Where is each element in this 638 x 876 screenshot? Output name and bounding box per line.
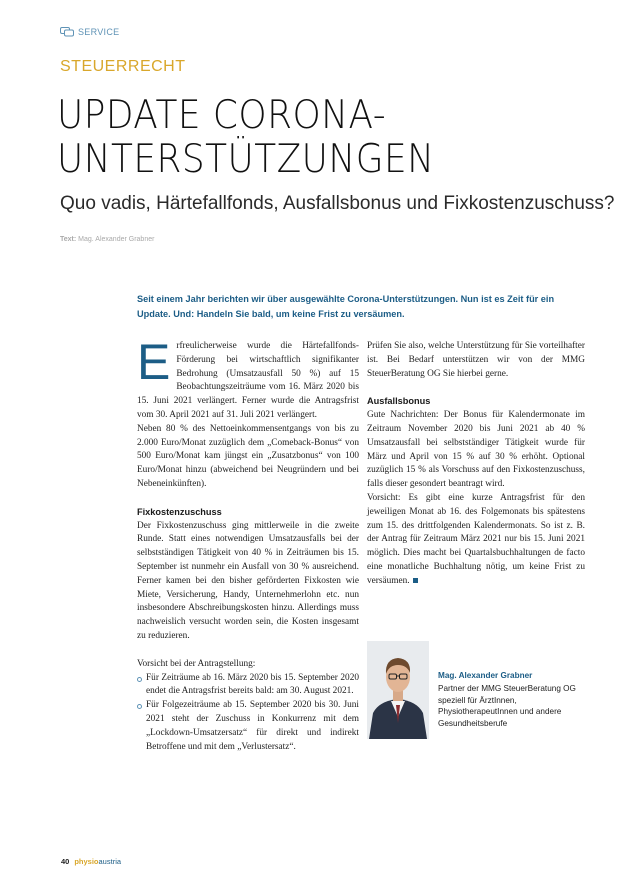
page-footer — [61, 857, 121, 866]
article-column-1 — [137, 334, 359, 754]
heading-ausfallsbonus: Ausfallsbonus — [367, 396, 431, 407]
subtitle: Quo vadis, Härtefallfonds, Ausfallsbonus und Fixkostenzuschuss? — [60, 193, 615, 214]
speech-bubble-icon — [60, 27, 74, 37]
page-title — [57, 94, 434, 182]
paragraph-pruefen: Prüfen Sie also, welche Unterstützung für Sie vorteilhafter ist. Bei Bedarf unterstützen wir von der MMG SteuerBeratung OG Sie hierbei gerne. — [367, 341, 585, 379]
paragraph-vorsicht: Vorsicht bei der Antragstellung: — [137, 658, 256, 669]
end-mark-icon — [413, 578, 418, 583]
author-name: Mag. Alexander Grabner — [438, 671, 533, 680]
section-tag — [60, 27, 119, 37]
author-photo-icon — [367, 641, 429, 739]
byline-author: Mag. Alexander Grabner — [78, 236, 155, 243]
brand-part-2: austria — [98, 857, 122, 866]
paragraph-fixkosten: Der Fixkostenzuschuss ging mittlerweile in die zweite Runde. Statt eines notwendigen Umsatzausfalls bei der selbstständigen Tätigkeit von 40 % in Zeiträumen bis 15. September ist nunmehr ein Ausfall von 30 % ausreichend. Ferner kamen bei den bisher geförderten Fixkosten wie Miete, Versicherung, Handy, Unternehmerlohn etc. nun insbesondere Abschreibungskosten hinzu. Allerdings muss nachweislich versucht worden sein, die Kosten insgesamt zu reduzieren. — [137, 520, 359, 641]
byline-label: Text: — [60, 236, 77, 243]
heading-fixkostenzuschuss: Fixkostenzuschuss — [137, 506, 222, 517]
paragraph-ausfallsbonus: Gute Nachrichten: Der Bonus für Kalendermonate im Zeitraum November 2020 bis Juni 2021 ab 40 % Umsatzausfall bei selbstständiger Tätigkeit wurde für März und April von 15 % auf 30 % erhöht. Optional zuzüglich 15 % als Vorschuss auf den Fixkostenzuschuss, falls dieser gesondert beantragt wird. — [367, 410, 585, 490]
intro-paragraph — [137, 334, 359, 423]
drop-cap: E — [137, 334, 171, 390]
title-line-2: UNTERSTÜTZUNGEN — [57, 137, 435, 182]
bullet-list — [137, 672, 359, 755]
paragraph-bonus: Neben 80 % des Nettoeinkommensentgangs von bis zu 2.000 Euro/Monat zuzüglich dem „Comeback-Bonus“ von 500 Euro/Monat kam jüngst ein „Zusatzbonus“ von 100 Euro/Monat hinzu (abweichend bei Neugründern und bei Nebeneinkünften). — [137, 423, 359, 489]
author-description: Partner der MMG SteuerBeratung OG speziell für ÄrztInnen, PhysiotherapeutInnen und andere Gesundheitsberufe — [438, 684, 576, 728]
paragraph-frist — [367, 492, 585, 589]
list-item: Für Zeiträume ab 16. März 2020 bis 15. September 2020 endet die Antragsfrist bereits bald: am 30. August 2021. — [137, 672, 359, 700]
section-label: SERVICE — [78, 27, 120, 37]
brand-part-1: physio — [74, 857, 99, 866]
lead-paragraph: Seit einem Jahr berichten wir über ausgewählte Corona-Unterstützungen. Nun ist es Zeit für ein Update. Und: Handeln Sie bald, um keine Frist zu versäumen. — [137, 294, 555, 319]
title-line-1: UPDATE CORONA- — [57, 93, 387, 138]
byline — [60, 236, 154, 243]
author-portrait — [367, 641, 429, 739]
article-column-2 — [367, 340, 585, 589]
page-number: 40 — [61, 857, 70, 866]
category-label: STEUERRECHT — [60, 58, 186, 75]
magazine-brand — [74, 857, 121, 866]
list-item: Für Folgezeiträume ab 15. September 2020 bis 30. Juni 2021 steht der Zuschuss in Konkurrenz mit dem „Lockdown-Umsatzersatz“ für direkt und indirekt Betroffene und mit dem „Verlustersatz“. — [137, 699, 359, 754]
paragraph-frist-text: Vorsicht: Es gibt eine kurze Antragsfrist für den jeweiligen Monat ab 16. des Folgemonats bis spätestens zum 15. des drittfolgenden Kalendermonats. So ist z. B. der Antrag für Zeitraum März 2021 nur bis 15. Juni 2021 möglich. Dies macht bei Quartalsbuchhaltungen de facto eine monatliche Buchhaltung nötig, um keine Frist zu versäumen. — [367, 492, 585, 586]
intro-text: rfreulicherweise wurde die Härtefallfonds-Förderung bei wirtschaftlich signifikanter Bedrohung (Umsatzausfall 50 %) auf 15 Beobachtungszeiträume vom 16. März 2020 bis 15. Juni 2021 verlängert. Ferner wurde die Antragsfrist vom 30. April 2021 auf 31. Juli 2021 verlängert. — [137, 341, 359, 420]
